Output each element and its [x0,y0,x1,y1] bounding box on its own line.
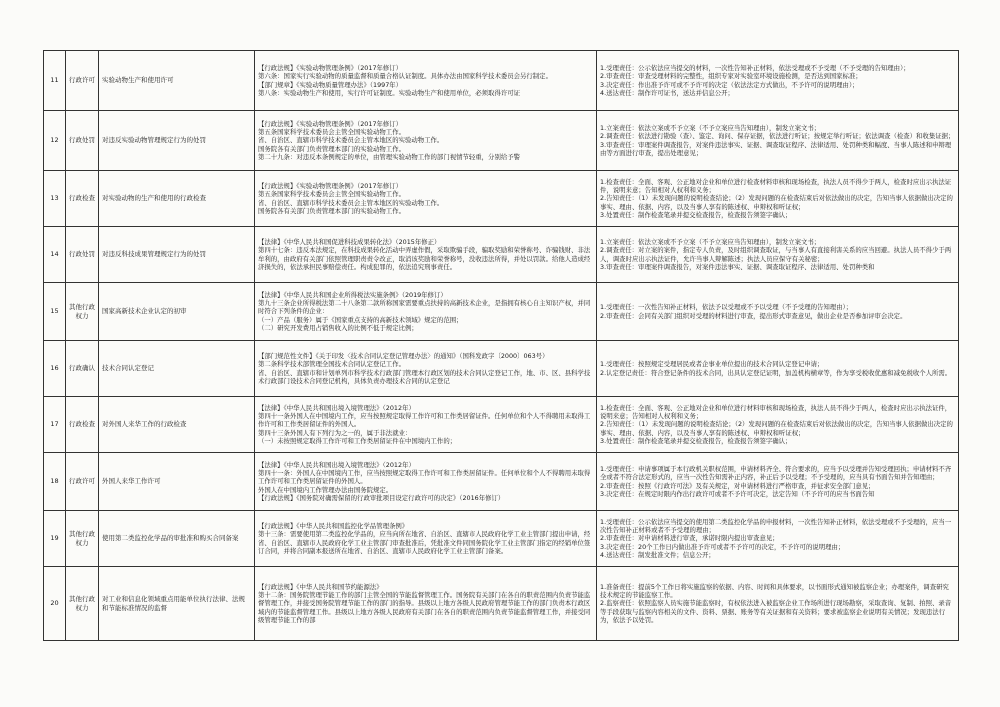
legal-basis-line: 【法律】《中华人民共和国促进科技成果转化法》（2015年修正） [258,237,441,246]
legal-basis-line: 【行政法规】《中华人民共和国节约能源法》 [258,582,383,591]
legal-basis-cell [255,341,597,397]
table-row [44,511,959,567]
row-number: 15 [44,283,66,341]
legal-basis-cell [255,227,597,283]
power-name: 对违反实验动物管理规定行为的处罚 [99,111,255,171]
legal-basis-line: 【部门规章】《实验动物质量管理办法》（1997年） [258,80,403,89]
legal-basis-cell [255,453,597,511]
power-name: 国家高新技术企业认定的初审 [99,283,255,341]
legal-basis-line: 省、自治区、直辖市和计划单列市科学技术行政部门管理本行政区划的技术合同认定登记工作，地、市、区、县科学技术行政部门设技术合同登记机构，具体负责办理技术合同的认定登记 [258,368,591,385]
power-type: 行政许可 [66,453,99,511]
duty-line: 4.送达责任：制发批准文件；信息公开； [600,550,715,559]
power-type: 行政检查 [66,397,99,453]
legal-basis-line: 【部门规范性文件】《关于印发〈技术合同认定登记管理办法〉的通知》（国科发政字〔2000〕063号） [258,351,549,360]
legal-basis-line: 第五条国家科学技术委员会主管全国实验动物工作。 [258,128,405,137]
power-type: 行政处罚 [66,227,99,283]
duty-line: 1.受理责任：申请事项属于本行政机关职权范围，申请材料齐全、符合要求的，应当予以受理并告知受理回执；申请材料不齐全或者不符合法定形式的，应当一次性告知需补正内容，补正后予以受理；不予受理的，应当具有书面告知并告知理由； [600,464,952,482]
legal-basis-line: 【行政法规】《实验动物管理条例》（2017年修订） [258,63,403,72]
legal-basis-line: 【行政法规】《实验动物管理条例》（2017年修订） [258,119,403,128]
duty-line: 2.告知责任：（1）未发现问题的说明检查结论；（2）发现问题的在检查结束后对依法做出的决定，告知当事人依据做出决定的事实、理由、依据、内容，以及当事人享有的陈述权、申辩权和听证权； [600,194,953,211]
row-number: 11 [44,51,66,111]
row-number: 14 [44,227,66,283]
row-number: 20 [44,567,66,641]
power-type: 行政处罚 [66,111,99,171]
duty-cell [597,341,959,397]
legal-basis-line: 第十三条：需要使用第二类监控化学品的，应当向所在地省、自治区、直辖市人民政府化学工业主管部门提出申请，经省、自治区、直辖市人民政府化学工业主管部门审查批准后，凭批准文件同国务院化学工业主管部门指定的经销单位签订合同，并将合同副本报送所在地省、自治区、直辖市人民政府化学工业主管部门备案。 [258,530,591,555]
duty-cell [597,283,959,341]
duty-line: 1.立案责任：依法立案或不予立案（不予立案应当告知理由），制发立案文书； [600,237,821,246]
legal-basis-line: 第十二条：国务院管理节能工作的部门主管全国的节能监督管理工作。国务院有关部门在各自的职责范围内负责节能监督管理工作，并接受国务院管理节能工作的部门的指导。县级以上地方各级人民政府管理节能工作的部门负责本行政区域内的节能监督管理工作。县级以上地方各级人民政府有关部门在各自的职责范围内负责节能监督管理工作，并接受同级管理节能工作的部 [258,591,591,624]
legal-basis-line: 第五条国家科学技术委员会主管全国实验动物工作。 [258,190,405,199]
duty-line: 2.调查责任：对立案的案件，指定专人负责，及时组织调查取证，与当事人有直接利害关系的应当回避。执法人员不得少于两人，调查时应出示执法证件，允许当事人辩解陈述；执法人员应保守有关秘密； [600,246,952,263]
legal-basis-line: 【法律】《中华人民共和国出境入境管理法》（2012年） [258,403,415,412]
legal-basis-cell [255,171,597,227]
row-number: 18 [44,453,66,511]
power-type: 其他行政权力 [66,511,99,567]
power-type: 其他行政权力 [66,283,99,341]
duty-cell [597,397,959,453]
duty-cell [597,171,959,227]
legal-basis-line: 【行政法规】《实验动物管理条例》（2017年修订） [258,181,403,190]
legal-basis-line: 第二十九条：对违反本条例规定的单位，由管理实验动物工作的部门视情节轻重，分别给予警 [258,152,521,161]
power-type: 行政检查 [66,171,99,227]
legal-basis-line: 【行政法规】《中华人民共和国监控化学品管理条例》 [258,521,409,530]
duty-line: 2.监察责任：依照监察人员实施节能监察时，有权依法进入被监察企业工作场所进行现场勘察，采取查询、复制、拍照、录音等手段获取与监察内容相关的文件、资料、票据、账务等有关证据和有关资料；要求被监察企业说明有关情况；发现违法行为，依法予以处罚。 [600,599,952,624]
duty-line: 3.审查责任：审理案件调查报告，对案件违法事实、证据、调查取证程序、法律适用、处罚种类和幅度、当事人陈述和申辩理由等方面进行审查，提出处理意见； [600,140,952,157]
power-name: 对外国人来华工作的行政检查 [99,397,255,453]
power-list-table [43,50,959,641]
table-row [44,397,959,453]
duty-line: 2.审查责任：审查受理材料的完整性，组织专家对实验室环境设施检测，是否达到国家标准； [600,72,862,81]
power-name: 外国人来华工作许可 [99,453,255,511]
duty-line: 1.受理责任：公示依法应当提交的使用第二类监控化学品的申报材料，一次性告知补正材料，依法受理或不予受理的，应当一次性告知补正材料或者不予受理的理由； [600,517,952,535]
legal-basis-line: （一）未按照规定取得工作许可和工作类居留证件在中国境内工作的； [258,436,457,445]
duty-line: 3.决定责任：在规定时限内作出行政许可或者不予许可决定，法定告知（不予许可的应当书面告知 [600,489,875,498]
power-name: 对工业和信息化领域重点用能单位执行法律、法规和节能标准情况的监督 [99,567,255,641]
table-row [44,453,959,511]
row-number: 19 [44,511,66,567]
duty-line: 2.认定登记责任：符合登记条件的技术合同，出具认定登记证明，加盖机构横章等，作为享受税收优惠和减免税收个人所需。 [600,368,952,377]
table-row [44,171,959,227]
legal-basis-cell [255,397,597,453]
row-number: 12 [44,111,66,171]
legal-basis-cell [255,511,597,567]
legal-basis-line: （一）产品（服务）属于《国家重点支持的高新技术领域》规定的范围； [258,315,463,324]
power-name: 对违反科技成果管理规定行为的处罚 [99,227,255,283]
duty-line: 1.受理责任：公示依法应当提交的材料，一次性告知补正材料，依法受理或不予受理（不予受理的告知理由）； [600,63,910,72]
duty-line: 1.立案责任：依法立案或不予立案（不予立案应当告知理由），制发立案文书； [600,123,821,132]
legal-basis-cell [255,567,597,641]
legal-basis-line: 国务院各有关部门负责管理本部门的实验动物工作。 [258,144,405,153]
legal-basis-line: 第四十一条：外国人在中国境内工作，应当按照规定取得工作许可和工作类居留证件。任何单位和个人不得聘用未取得工作许可和工作类居留证件的外国人。 [258,469,591,486]
power-name: 实验动物生产和使用许可 [99,51,255,111]
duty-line: 3.处置责任：制作检查笔录并提交检查报告，检查报告须签字确认； [600,436,792,445]
legal-basis-line: 【法律】《中华人民共和国企业所得税法实施条例》（2019年修订） [258,290,447,299]
legal-basis-cell [255,111,597,171]
table-row [44,567,959,641]
table-row [44,227,959,283]
duty-line: 3.审查责任：审理案件调查报告，对案件违法事实、证据、调查取证程序、法律适用、处罚种类和 [600,262,875,271]
legal-basis-cell [255,51,597,111]
row-number: 16 [44,341,66,397]
power-type: 行政许可 [66,51,99,111]
power-type: 行政确认 [66,341,99,397]
duty-line: 1.检查责任：全面、客观、公正地对企业和单位进行检查材料审核和现场检查，执法人员不得少于两人，检查时应出示执法证件，说明来意；告知相对人权利和义务； [600,177,952,195]
duty-cell [597,453,959,511]
duty-line: 3.处置责任：制作检查笔录并提交检查报告，检查报告须签字确认； [600,210,792,219]
legal-basis-line: 第六条：国家实行实验动物的质量监督和质量合格认证制度。具体办法由国家科学技术委员会另行制定。 [258,72,552,81]
legal-basis-line: 第四十三条外国人有下列行为之一的，属于非法就业： [258,428,412,437]
row-number: 13 [44,171,66,227]
duty-line: 3.决定责任：20个工作日内做出准予许可或者不予许可的决定，不予许可的说明理由； [600,542,845,551]
legal-basis-line: 省、自治区、直辖市科学技术委员会主管本地区的实验动物工作。 [258,136,444,145]
legal-basis-line: （二）研究开发费用占销售收入的比例不低于规定比例； [258,323,418,332]
duty-cell [597,511,959,567]
legal-basis-line: 外国人在中国境内工作管理办法由国务院规定。 [258,485,393,494]
duty-line: 2.审查责任：会同有关部门组织对受理的材料进行审查，提出形式审查意见，做出企业是否参加评审会决定。 [600,311,907,320]
row-number: 17 [44,397,66,453]
legal-basis-line: 第九十三条企业所得税法第二十八条第二款所称国家需要重点扶持的高新技术企业，是指拥有核心自主知识产权，并同时符合下列条件的企业： [258,299,591,316]
legal-basis-line: 【行政法规】《国务院对确需保留的行政审批项目设定行政许可的决定》（2016年修订） [258,493,505,502]
duty-line: 2.审查责任：按照《行政许可法》及有关规定，对申请材料进行严格审查，并征求安全部门意见； [600,481,875,490]
table-row [44,341,959,397]
power-type: 其他行政权力 [66,567,99,641]
legal-basis-line: 省、自治区、直辖市科学技术委员会主管本地区的实验动物工作。 [258,198,444,207]
power-name: 对实验动物的生产和使用的行政检查 [99,171,255,227]
duty-cell [597,227,959,283]
duty-line: 1.检查责任：全面、客观、公正地对企业和单位进行材料审核和现场检查，执法人员不得少于两人，检查时应出示执法证件，说明来意；告知相对人权利和义务； [600,403,952,421]
duty-cell [597,567,959,641]
legal-basis-line: 第四十一条外国人在中国境内工作，应当按照规定取得工作许可和工作类居留证件。任何单位和个人不得聘用未取得工作许可和工作类居留证件的外国人。 [258,412,591,429]
table-row [44,111,959,171]
table-row [44,283,959,341]
duty-line: 2.调查责任：依法进行勘验（查）、鉴定、询问、保存证据，依法进行听证；按规定举行听证；依法调查（检查）和收集证据； [600,132,955,141]
legal-basis-line: 国务院各有关部门负责管理本部门的实验动物工作。 [258,206,405,215]
duty-cell [597,111,959,171]
legal-basis-line: 第八条：实验动物生产和使用，实行许可证制度。实验动物生产和使用单位，必须取得许可证 [258,88,521,97]
duty-cell [597,51,959,111]
duty-line: 2.告知责任：（1）未发现问题的说明检查结论；（2）发现问题的在检查结束后对依法做出的决定，告知当事人依据做出决定的事实、理由、依据、内容，以及当事人享有的陈述权、申辩权和听证权； [600,420,953,437]
duty-line: 2.审查责任：对申请材料进行审查，承诺时限内提出审查意见； [600,534,779,543]
legal-basis-line: 第四十七条：违反本法规定，在科技成果转化活动中弄虚作假，采取欺骗手段，骗取奖励和荣誉称号、诈骗钱财、非法牟利的，由政府有关部门依照管理职责责令改正，取消该奖励和荣誉称号，没收违法所得，并处以罚款。给他人造成经济损失的，依法承担民事赔偿责任。构成犯罪的，依法追究刑事责任。 [258,246,591,271]
duty-line: 3.决定责任：作出准予许可或不予许可的决定（依法法定方式做出，不予许可的说明理由）； [600,80,859,89]
power-name: 使用第二类监控化学品的审批准和购买合同备案 [99,511,255,567]
power-name: 技术合同认定登记 [99,341,255,397]
legal-basis-line: 第二条科学技术部管理全国技术合同认定登记工作。 [258,360,405,369]
duty-line: 1.受理责任：一次性告知补正材料，依法予以受理或不予以受理（不予受理的告知理由）； [600,303,853,312]
duty-line: 1.受理责任：按照规定受理居民或者企事业单位提出的技术合同认定登记申请； [600,360,824,369]
legal-basis-line: 【法律】《中华人民共和国出境入境管理法》（2012年） [258,460,415,469]
legal-basis-cell [255,283,597,341]
duty-line: 4.送达责任：制作许可证书，送达并信息公开； [600,88,734,97]
table-row [44,51,959,111]
duty-line: 1.准备责任：提前5个工作日将实施监察的依据、内容、时间和具体要求，以书面形式通知被监察企业；办理案件，调查研究技术规定的节能监察工作。 [600,582,949,600]
